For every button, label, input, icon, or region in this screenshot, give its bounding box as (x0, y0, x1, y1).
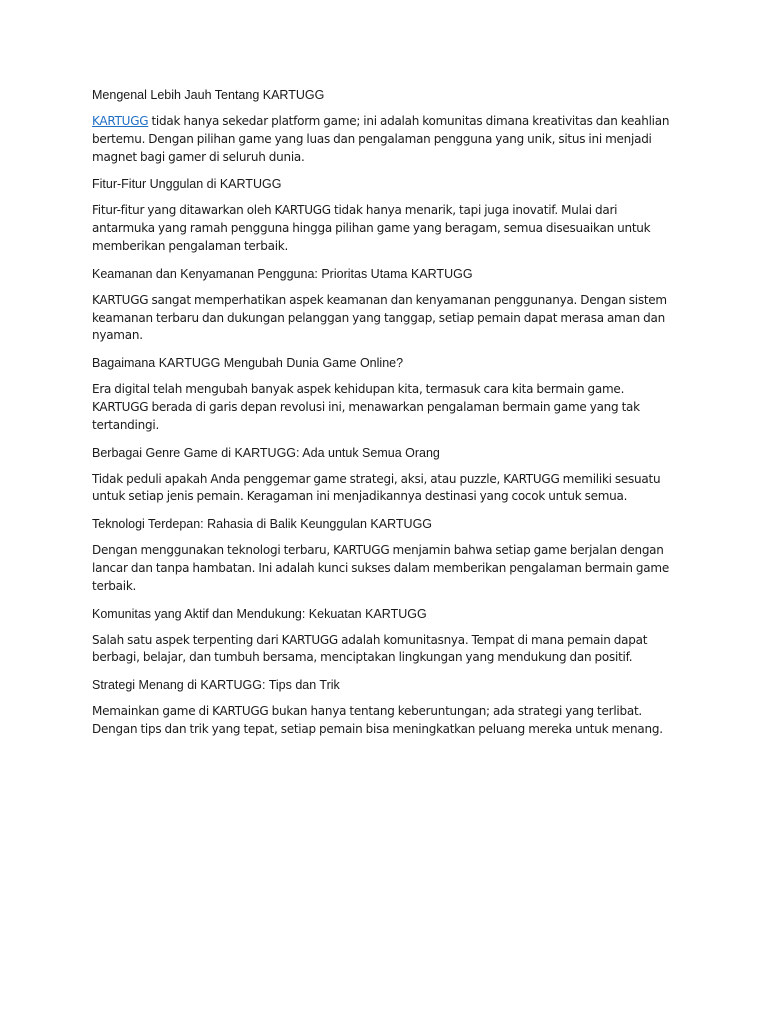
section-body: Salah satu aspek terpenting dari KARTUGG adalah komunitasnya. Tempat di mana pemain dapat berbagi, belajar, dan tumbuh bersama, menciptakan lingkungan yang mendukung dan positif. (92, 632, 648, 665)
section-body: Era digital telah mengubah banyak aspek kehidupan kita, termasuk cara kita bermain game. KARTUGG berada di garis depan revolusi ini, menawarkan pengalaman bermain game yang tak tertandingi. (92, 382, 640, 432)
section-heading: Strategi Menang di KARTUGG: Tips dan Trik (92, 678, 340, 693)
kartugg-link[interactable]: KARTUGG (92, 114, 149, 128)
section-heading: Teknologi Terdepan: Rahasia di Balik Keunggulan KARTUGG (92, 517, 433, 532)
section-body: KARTUGG sangat memperhatikan aspek keamanan dan kenyamanan penggunanya. Dengan sistem keamanan terbaru dan dukungan pelanggan yang tanggap, setiap pemain dapat merasa aman dan nyaman. (92, 292, 667, 343)
section-heading: Fitur-Fitur Unggulan di KARTUGG (92, 177, 282, 192)
section-heading: Berbagai Genre Game di KARTUGG: Ada untuk Semua Orang (92, 445, 440, 460)
section-body: Fitur-fitur yang ditawarkan oleh KARTUGG tidak hanya menarik, tapi juga inovatif. Mulai dari antarmuka yang ramah pengguna hingga pilihan game yang beragam, semua disesuaikan untuk memberikan pengalaman terbaik. (92, 203, 651, 253)
section-heading: Bagaimana KARTUGG Mengubah Dunia Game Online? (92, 356, 404, 371)
document-page (92, 86, 676, 748)
intro-text: tidak hanya sekedar platform game; ini adalah komunitas dimana kreativitas dan keahlian bertemu. Dengan pilihan game yang luas dan pengalaman pengguna yang unik, situs ini menjadi magnet bagi gamer di seluruh dunia. (92, 114, 670, 164)
section-body: Memainkan game di KARTUGG bukan hanya tentang keberuntungan; ada strategi yang terlibat. Dengan tips dan trik yang tepat, setiap pemain bisa meningkatkan peluang mereka untuk menang. (92, 704, 663, 736)
section-heading: Komunitas yang Aktif dan Mendukung: Kekuatan KARTUGG (92, 606, 427, 621)
document-title: Mengenal Lebih Jauh Tentang KARTUGG (92, 88, 325, 102)
intro-paragraph (92, 113, 676, 166)
section-body: Dengan menggunakan teknologi terbaru, KARTUGG menjamin bahwa setiap game berjalan dengan lancar dan tanpa hambatan. Ini adalah kunci sukses dalam memberikan pengalaman bermain game terbaik. (92, 543, 669, 593)
section-body: Tidak peduli apakah Anda penggemar game strategi, aksi, atau puzzle, KARTUGG memiliki sesuatu untuk setiap jenis pemain. Keragaman ini menjadikannya destinasi yang cocok untuk semua. (92, 471, 661, 504)
section-heading: Keamanan dan Kenyamanan Pengguna: Prioritas Utama KARTUGG (92, 266, 473, 281)
